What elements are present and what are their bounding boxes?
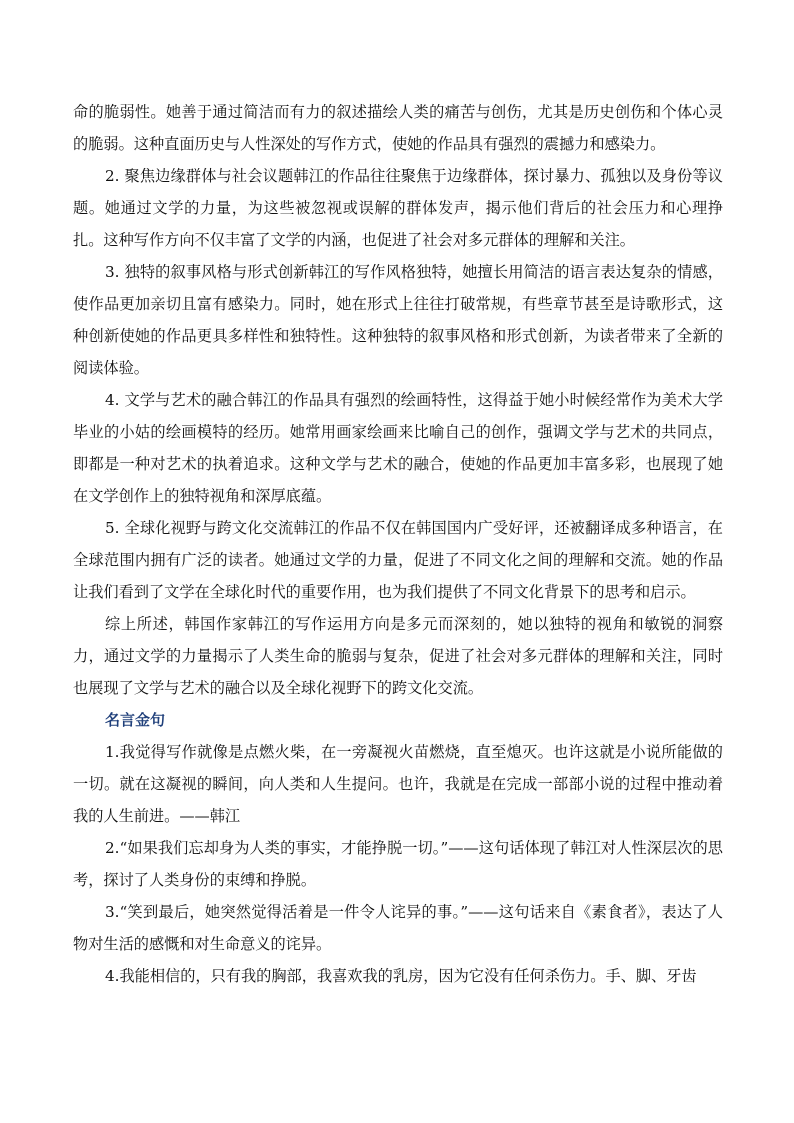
paragraph-summary: 综上所述，韩国作家韩江的写作运用方向是多元而深刻的，她以独特的视角和敏锐的洞察力，通过文学的力量揭示了人类生命的脆弱与复杂，促进了社会对多元群体的理解和关注，同时也展现了文学与艺术的融合以及全球化视野下的跨文化交流。 — [73, 615, 723, 697]
document-body — [73, 96, 723, 992]
paragraph-continuation: 命的脆弱性。她善于通过简洁而有力的叙述描绘人类的痛苦与创伤，尤其是历史创伤和个体心灵的脆弱。这种直面历史与人性深处的写作方式，使她的作品具有强烈的震撼力和感染力。 — [73, 103, 723, 153]
paragraph-point-4: 4. 文学与艺术的融合韩江的作品具有强烈的绘画特性，这得益于她小时候经常作为美术大学毕业的小姑的绘画模特的经历。她常用画家绘画来比喻自己的创作，强调文学与艺术的共同点，即都是一种对艺术的执着追求。这种文学与艺术的融合，使她的作品更加丰富多彩，也展现了她在文学创作上的独特视角和深厚底蕴。 — [73, 391, 723, 505]
quote-2: 2.“如果我们忘却身为人类的事实，才能挣脱一切。”——这句话体现了韩江对人性深层次的思考，探讨了人类身份的束缚和挣脱。 — [73, 839, 723, 889]
paragraph-point-2: 2. 聚焦边缘群体与社会议题韩江的作品往往聚焦于边缘群体，探讨暴力、孤独以及身份等议题。她通过文学的力量，为这些被忽视或误解的群体发声，揭示他们背后的社会压力和心理挣扎。这种写作方向不仅丰富了文学的内涵，也促进了社会对多元群体的理解和关注。 — [73, 167, 723, 249]
paragraph-point-3: 3. 独特的叙事风格与形式创新韩江的写作风格独特，她擅长用简洁的语言表达复杂的情感，使作品更加亲切且富有感染力。同时，她在形式上往往打破常规，有些章节甚至是诗歌形式，这种创新使她的作品更具多样性和独特性。这种独特的叙事风格和形式创新，为读者带来了全新的阅读体验。 — [73, 263, 723, 377]
quote-3: 3.“笑到最后，她突然觉得活着是一件令人诧异的事。”——这句话来自《素食者》，表达了人物对生活的感慨和对生命意义的诧异。 — [73, 903, 723, 953]
quote-1: 1.我觉得写作就像是点燃火柴，在一旁凝视火苗燃烧，直至熄灭。也许这就是小说所能做的一切。就在这凝视的瞬间，向人类和人生提问。也许，我就是在完成一部部小说的过程中推动着我的人生前进。——韩江 — [73, 743, 723, 825]
paragraph-point-5: 5. 全球化视野与跨文化交流韩江的作品不仅在韩国国内广受好评，还被翻译成多种语言，在全球范围内拥有广泛的读者。她通过文学的力量，促进了不同文化之间的理解和交流。她的作品让我们看到了文学在全球化时代的重要作用，也为我们提供了不同文化背景下的思考和启示。 — [73, 519, 723, 601]
section-heading-quotes: 名言金句 — [105, 711, 166, 729]
quote-4: 4.我能相信的，只有我的胸部，我喜欢我的乳房，因为它没有任何杀伤力。手、脚、牙齿 — [105, 967, 697, 985]
